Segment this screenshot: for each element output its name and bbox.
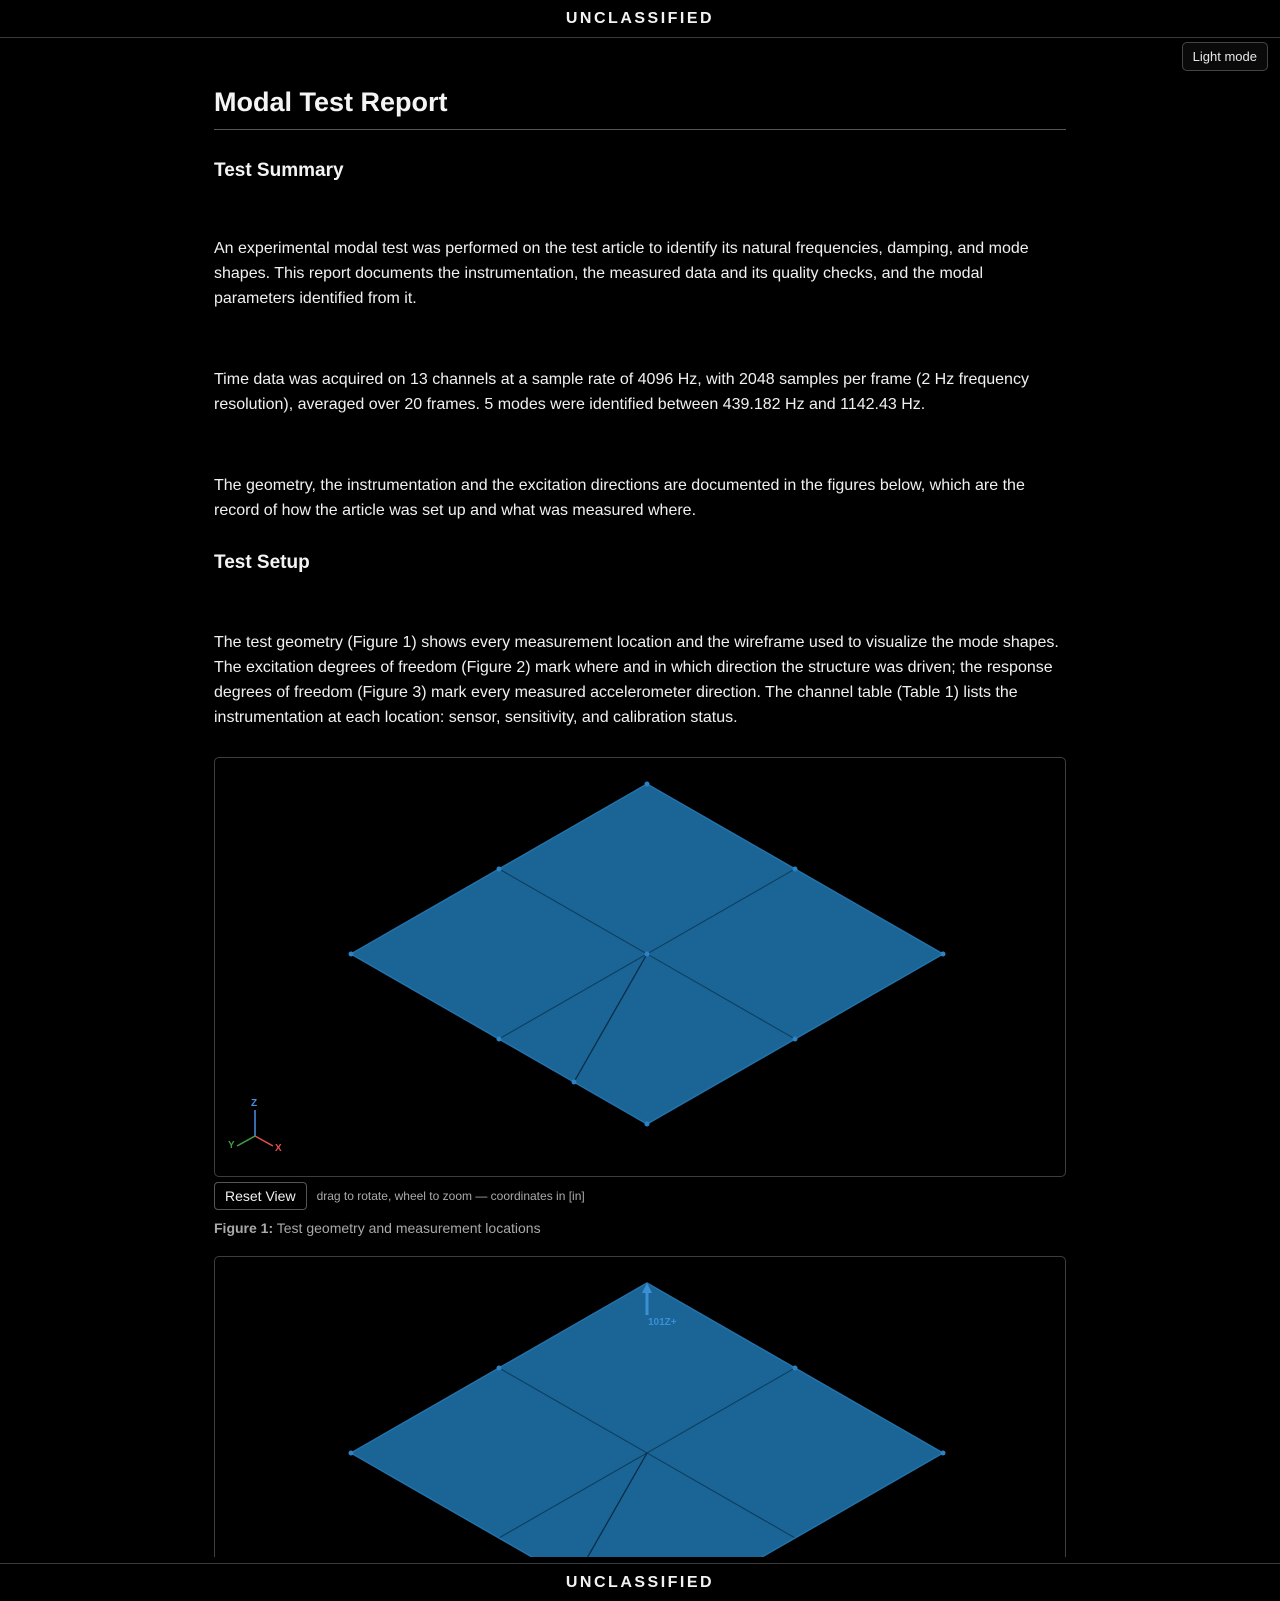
y-axis-label: Y bbox=[228, 1140, 235, 1151]
measurement-node bbox=[645, 1122, 650, 1127]
measurement-node bbox=[349, 952, 354, 957]
y-axis-line bbox=[237, 1136, 255, 1146]
reset-view-button[interactable]: Reset View bbox=[214, 1182, 307, 1210]
measurement-node bbox=[941, 1451, 946, 1456]
excitation-canvas[interactable] bbox=[215, 1257, 1065, 1557]
figure1-caption-text: Test geometry and measurement locations bbox=[276, 1220, 541, 1236]
measurement-node bbox=[572, 1080, 577, 1085]
excitation-dof-label: 101Z+ bbox=[648, 1317, 677, 1328]
measurement-node bbox=[793, 867, 798, 872]
classification-banner-bottom: UNCLASSIFIED bbox=[0, 1563, 1280, 1601]
geometry-canvas[interactable] bbox=[215, 758, 1065, 1176]
figure1-caption-label: Figure 1: bbox=[214, 1220, 274, 1236]
summary-paragraph-1: An experimental modal test was performed on the test article to identify its natural frequencies, damping, and mode shapes. This report documents the instrumentation, the measured data and its quality checks, and the modal parameters identified from it. bbox=[214, 240, 1029, 307]
summary-paragraph-2: Time data was acquired on 13 channels at a sample rate of 4096 Hz, with 2048 samples per frame (2 Hz frequency resolution), averaged over 20 frames. 5 modes were identified between 439.182 Hz and 1142.43 Hz. bbox=[214, 371, 1029, 413]
measurement-node bbox=[497, 1366, 502, 1371]
measurement-node bbox=[793, 1037, 798, 1042]
setup-paragraph-1: The test geometry (Figure 1) shows every measurement location and the wireframe used to visualize the mode shapes. The excitation degrees of freedom (Figure 2) mark where and in which direction the structure was driven; the response degrees of freedom (Figure 3) mark every measured accelerometer direction. The channel table (Table 1) lists the instrumentation at each location: sensor, sensitivity, and calibration status. bbox=[214, 634, 1059, 726]
light-mode-toggle-button[interactable]: Light mode bbox=[1182, 42, 1268, 71]
figure1-caption bbox=[214, 1220, 1066, 1236]
classification-banner-top: UNCLASSIFIED bbox=[0, 0, 1280, 38]
z-axis-label: Z bbox=[251, 1098, 258, 1109]
summary-paragraph-3: The geometry, the instrumentation and the excitation directions are documented in the figures below, which are the record of how the article was set up and what was measured where. bbox=[214, 477, 1025, 519]
report-content bbox=[214, 37, 1066, 1557]
test-setup-heading: Test Setup bbox=[214, 552, 310, 573]
measurement-node bbox=[645, 782, 650, 787]
report-title: Modal Test Report bbox=[214, 87, 1066, 130]
test-summary-heading: Test Summary bbox=[214, 160, 344, 181]
x-axis-line bbox=[255, 1136, 273, 1146]
geometry-viewer[interactable] bbox=[214, 757, 1066, 1177]
excitation-wireframe bbox=[351, 1283, 943, 1557]
figure1-controls bbox=[214, 1182, 1066, 1210]
measurement-node bbox=[349, 1451, 354, 1456]
axis-triad bbox=[228, 1098, 282, 1154]
excitation-viewer[interactable] bbox=[214, 1256, 1066, 1557]
measurement-node bbox=[497, 1037, 502, 1042]
x-axis-label: X bbox=[275, 1143, 282, 1154]
viewer-hint: drag to rotate, wheel to zoom — coordinates in [in] bbox=[316, 1189, 585, 1203]
measurement-node bbox=[497, 867, 502, 872]
measurement-node bbox=[645, 952, 650, 957]
measurement-node bbox=[793, 1366, 798, 1371]
measurement-node bbox=[941, 952, 946, 957]
